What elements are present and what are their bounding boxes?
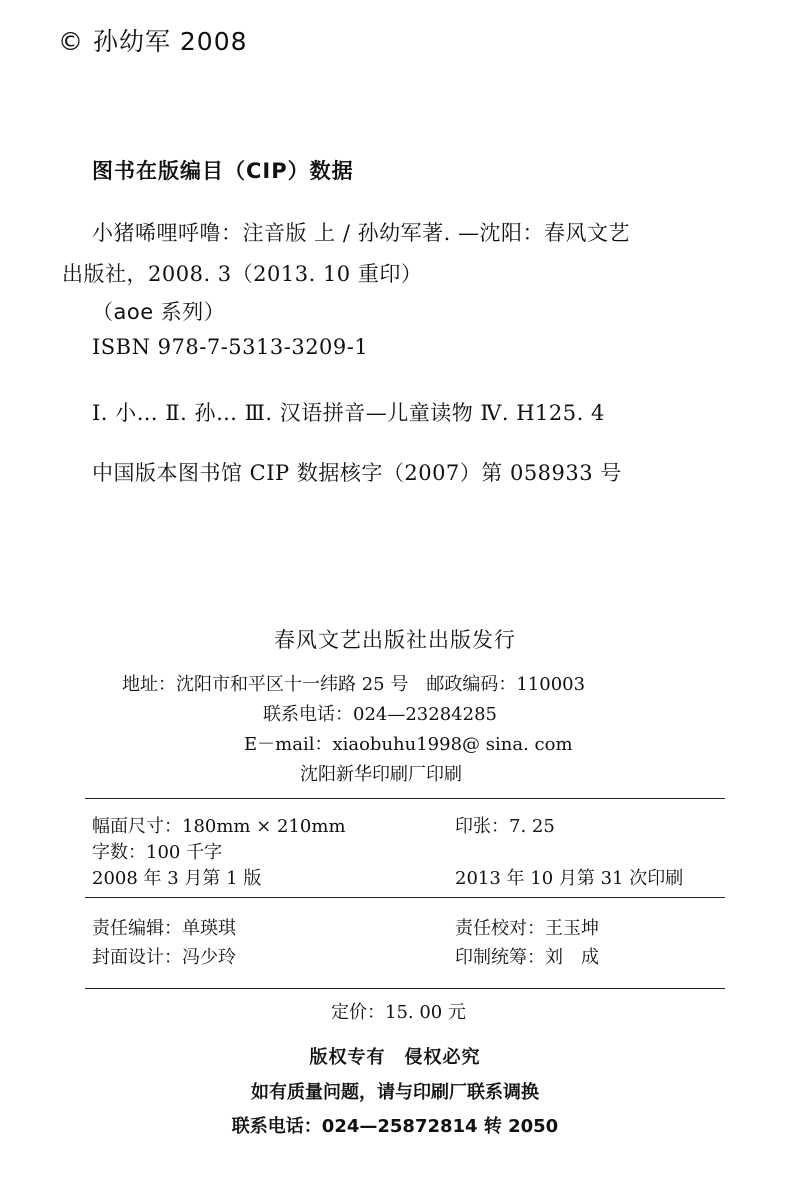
cip-line-title-author: 小猪唏哩呼噜：注音版 上 / 孙幼军著. —沈阳：春风文艺 <box>92 221 630 245</box>
publisher-name: 春风文艺出版社出版发行 <box>274 628 516 652</box>
copyright-notice: 版权专有 侵权必究 <box>309 1047 481 1068</box>
cip-title: 图书在版编目（CIP）数据 <box>92 159 354 183</box>
cover-designer: 封面设计：冯少玲 <box>92 947 236 968</box>
printed-sheets: 印张：7. 25 <box>455 816 555 837</box>
cip-line-series: （aoe 系列） <box>92 300 226 324</box>
cip-line-publication: 出版社，2008. 3（2013. 10 重印） <box>62 262 423 286</box>
divider-line <box>85 897 725 898</box>
publisher-phone: 联系电话：024—23284285 <box>263 704 497 725</box>
cip-line-record-number: 中国版本图书馆 CIP 数据核字（2007）第 058933 号 <box>92 461 622 485</box>
quality-notice: 如有质量问题，请与印刷厂联系调换 <box>251 1082 539 1103</box>
print-coordinator: 印制统筹：刘 成 <box>455 947 599 968</box>
word-count: 字数：100 千字 <box>92 842 223 863</box>
service-contact: 联系电话：024—25872814 转 2050 <box>231 1116 559 1137</box>
book-price: 定价：15. 00 元 <box>331 1002 466 1023</box>
divider-line <box>85 988 725 989</box>
cip-line-isbn: ISBN 978-7-5313-3209-1 <box>92 335 369 359</box>
edition-date: 2008 年 3 月第 1 版 <box>92 868 262 889</box>
publisher-address: 地址：沈阳市和平区十一纬路 25 号 邮政编码：110003 <box>122 674 586 695</box>
responsible-proofreader: 责任校对：王玉坤 <box>455 918 599 939</box>
cip-line-classification: Ⅰ. 小… Ⅱ. 孙… Ⅲ. 汉语拼音—儿童读物 Ⅳ. H125. 4 <box>92 401 605 425</box>
copyright-line: © 孙幼军 2008 <box>58 27 248 56</box>
page-size: 幅面尺寸：180mm × 210mm <box>92 816 346 837</box>
publisher-email: E－mail：xiaobuhu1998@ sina. com <box>244 734 573 755</box>
printer-name: 沈阳新华印刷厂印刷 <box>300 764 462 785</box>
printing-date: 2013 年 10 月第 31 次印刷 <box>455 868 684 889</box>
responsible-editor: 责任编辑：单瑛琪 <box>92 918 236 939</box>
divider-line <box>85 798 725 799</box>
